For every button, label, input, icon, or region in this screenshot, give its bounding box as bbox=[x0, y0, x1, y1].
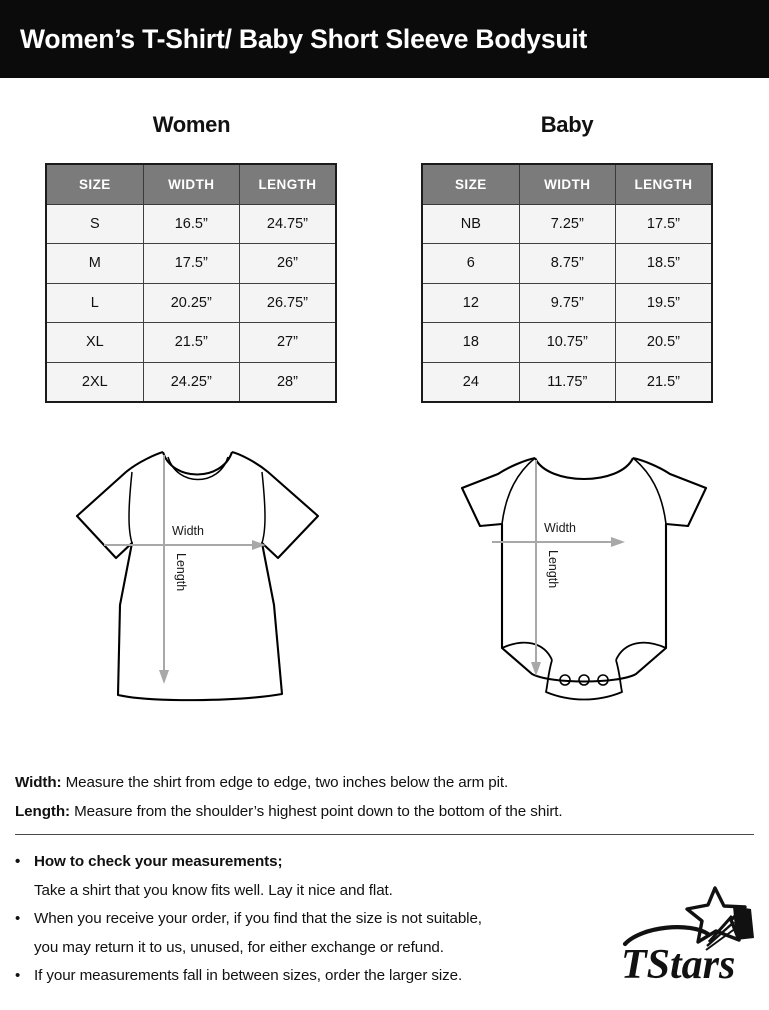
bodysuit-diagram bbox=[440, 430, 730, 720]
column-header-size: SIZE bbox=[422, 164, 519, 204]
cell-width: 20.25” bbox=[143, 283, 239, 323]
column-header-length: LENGTH bbox=[615, 164, 712, 204]
tshirt-length-label: Length bbox=[174, 553, 188, 592]
size-table-women bbox=[45, 163, 337, 403]
snap-buttons-group bbox=[560, 675, 608, 685]
cell-length: 26” bbox=[239, 244, 336, 284]
column-header-width: WIDTH bbox=[143, 164, 239, 204]
cell-size: 6 bbox=[422, 244, 519, 284]
section-title-women: Women bbox=[152, 112, 231, 137]
list-item-text: Take a shirt that you know fits well. Lay it nice and flat. bbox=[34, 881, 393, 899]
cell-width: 8.75” bbox=[519, 244, 615, 284]
cell-size: 12 bbox=[422, 283, 519, 323]
list-item bbox=[15, 962, 635, 991]
instructions-list bbox=[15, 848, 635, 991]
table-row bbox=[46, 283, 336, 323]
cell-length: 26.75” bbox=[239, 283, 336, 323]
bodysuit-leg-curve-right bbox=[616, 643, 666, 660]
cell-width: 21.5” bbox=[143, 323, 239, 363]
list-item bbox=[15, 905, 635, 934]
column-header-length: LENGTH bbox=[239, 164, 336, 204]
table-row bbox=[46, 204, 336, 244]
tshirt-width-label: Width bbox=[172, 524, 204, 538]
tshirt-sleeve-seam-right bbox=[262, 472, 265, 543]
tshirt-sleeve-seam-left bbox=[129, 472, 132, 543]
cell-width: 24.25” bbox=[143, 362, 239, 402]
section-title-baby: Baby bbox=[540, 112, 594, 137]
snap-button-icon bbox=[579, 675, 589, 685]
cell-width: 9.75” bbox=[519, 283, 615, 323]
size-table-baby bbox=[421, 163, 713, 403]
bodysuit-neckline bbox=[535, 458, 633, 479]
cell-size: M bbox=[46, 244, 143, 284]
cell-length: 17.5” bbox=[615, 204, 712, 244]
list-item-text: If your measurements fall in between sizes, order the larger size. bbox=[34, 967, 463, 984]
note-width bbox=[15, 774, 508, 791]
bodysuit-width-label: Width bbox=[544, 521, 576, 535]
star-icon bbox=[687, 888, 754, 950]
list-item-text: you may return it to us, unused, for either exchange or refund. bbox=[34, 938, 444, 956]
column-header-width: WIDTH bbox=[519, 164, 615, 204]
table-header-row bbox=[422, 164, 712, 204]
tshirt-diagram bbox=[60, 430, 350, 720]
cell-length: 21.5” bbox=[615, 362, 712, 402]
tshirt-neckline-outer bbox=[163, 452, 232, 475]
cell-size: 24 bbox=[422, 362, 519, 402]
tshirt-outline bbox=[77, 452, 318, 700]
table-header-row bbox=[46, 164, 336, 204]
cell-length: 27” bbox=[239, 323, 336, 363]
cell-length: 19.5” bbox=[615, 283, 712, 323]
width-arrow-head bbox=[611, 537, 625, 547]
tstars-logo bbox=[612, 882, 762, 994]
cell-length: 24.75” bbox=[239, 204, 336, 244]
cell-length: 28” bbox=[239, 362, 336, 402]
list-item bbox=[15, 934, 635, 963]
list-item-text: How to check your measurements; bbox=[34, 853, 283, 870]
cell-width: 16.5” bbox=[143, 204, 239, 244]
note-width-text: Measure the shirt from edge to edge, two inches below the arm pit. bbox=[65, 774, 509, 791]
cell-width: 11.75” bbox=[519, 362, 615, 402]
cell-width: 10.75” bbox=[519, 323, 615, 363]
table-row bbox=[422, 283, 712, 323]
list-item-text: When you receive your order, if you find that the size is not suitable, bbox=[34, 910, 482, 927]
cell-size: 2XL bbox=[46, 362, 143, 402]
logo-text: TStars bbox=[621, 942, 736, 988]
cell-length: 18.5” bbox=[615, 244, 712, 284]
cell-size: S bbox=[46, 204, 143, 244]
note-length-term: Length: bbox=[15, 803, 70, 820]
bodysuit-outline bbox=[462, 458, 706, 682]
bodysuit-leg-curve-left bbox=[502, 643, 552, 660]
note-length bbox=[15, 803, 563, 820]
cell-size: L bbox=[46, 283, 143, 323]
header-bar bbox=[0, 0, 769, 78]
cell-width: 7.25” bbox=[519, 204, 615, 244]
table-row bbox=[422, 204, 712, 244]
cell-size: NB bbox=[422, 204, 519, 244]
table-row bbox=[46, 244, 336, 284]
list-item bbox=[15, 848, 635, 877]
note-width-term: Width: bbox=[15, 774, 62, 791]
section-divider bbox=[15, 834, 754, 835]
table-row bbox=[422, 323, 712, 363]
table-row bbox=[46, 323, 336, 363]
length-arrow-head bbox=[159, 670, 169, 684]
cell-size: XL bbox=[46, 323, 143, 363]
cell-size: 18 bbox=[422, 323, 519, 363]
cell-width: 17.5” bbox=[143, 244, 239, 284]
table-row bbox=[46, 362, 336, 402]
cell-length: 20.5” bbox=[615, 323, 712, 363]
note-length-text: Measure from the shoulder’s highest point down to the bottom of the shirt. bbox=[74, 803, 563, 820]
column-header-size: SIZE bbox=[46, 164, 143, 204]
table-row bbox=[422, 362, 712, 402]
table-row bbox=[422, 244, 712, 284]
list-item bbox=[15, 877, 635, 906]
bodysuit-length-label: Length bbox=[546, 550, 560, 589]
page-title: Women’s T-Shirt/ Baby Short Sleeve Bodysuit bbox=[20, 23, 588, 54]
